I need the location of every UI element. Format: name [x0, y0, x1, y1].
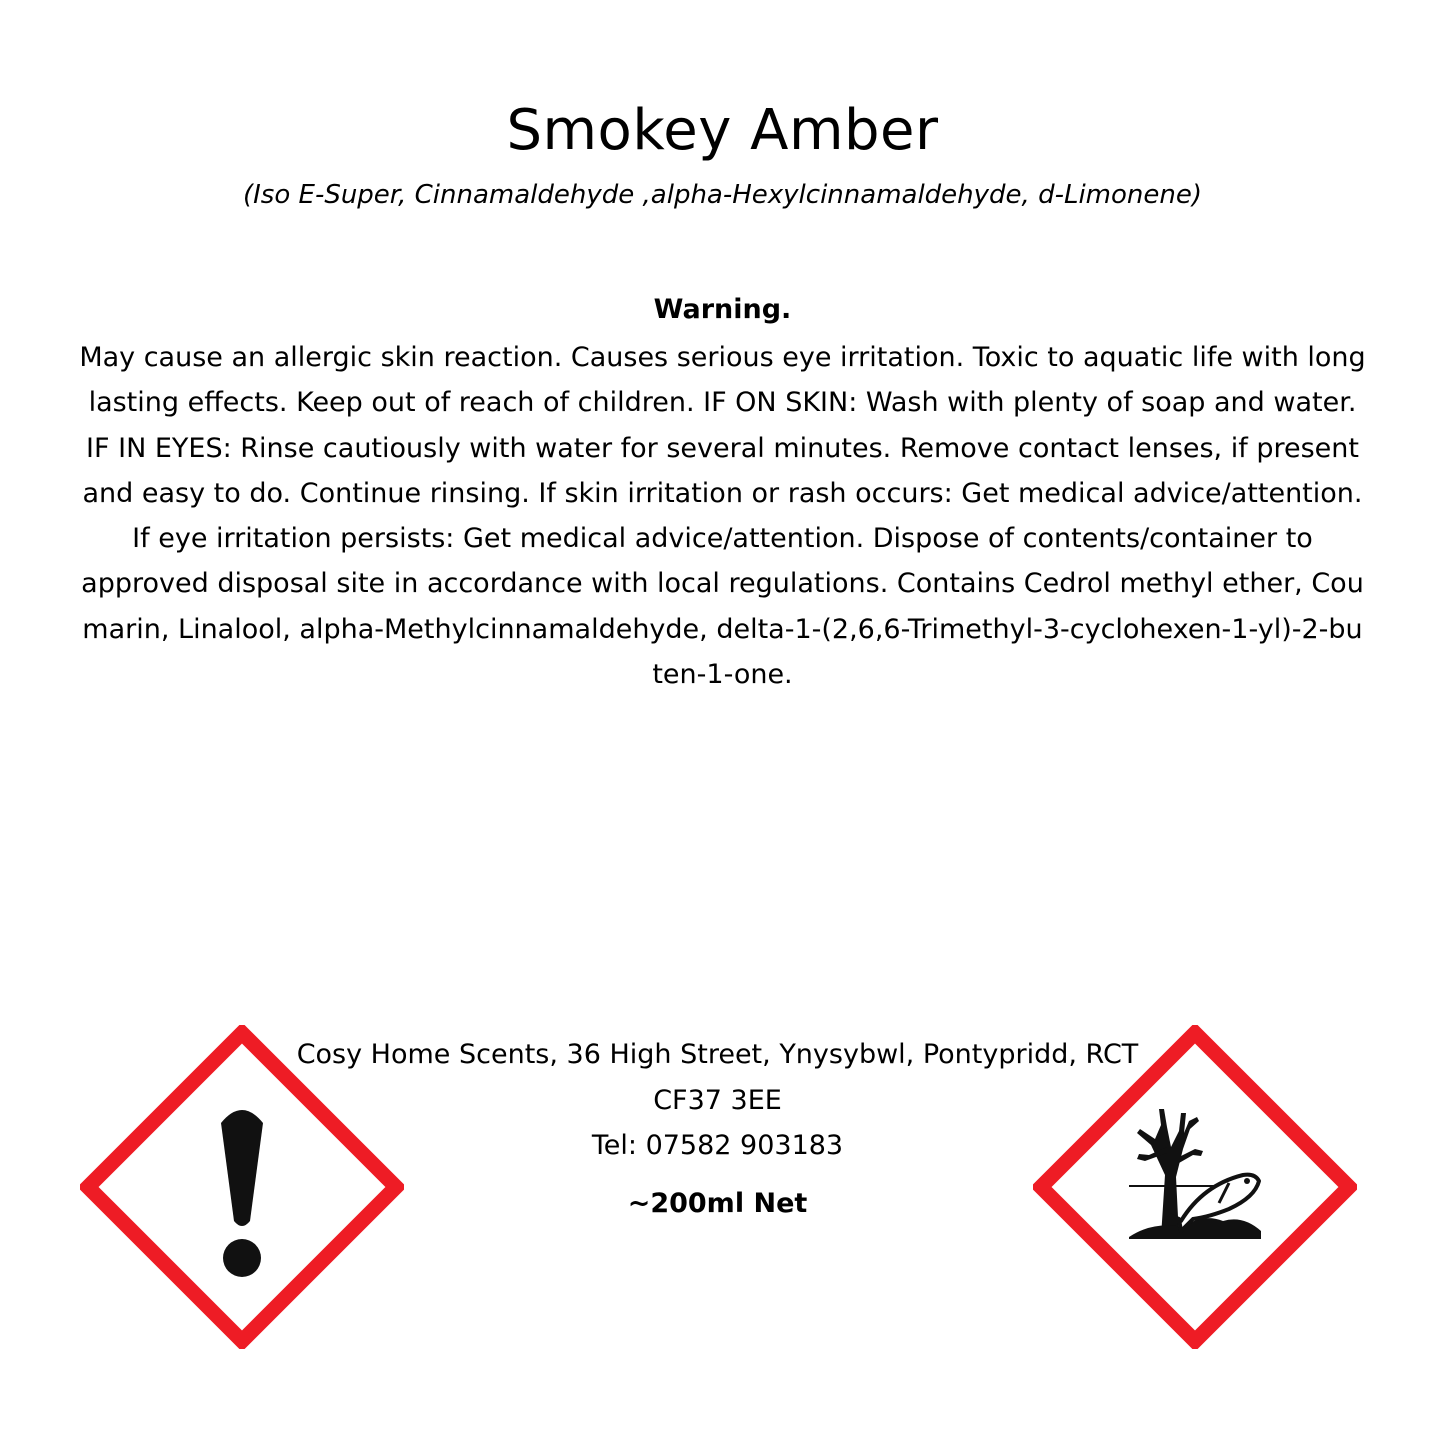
- warning-line: and easy to do. Continue rinsing. If skin irritation or rash occurs: Get medical advice/attention.: [82, 477, 1363, 509]
- phone-number: Tel: 07582 903183: [591, 1130, 844, 1161]
- warning-line: approved disposal site in accordance with local regulations. Contains Cedrol methyl ether, Cou: [81, 568, 1364, 600]
- environment-hazard-icon: [1033, 1025, 1357, 1349]
- warning-line: May cause an allergic skin reaction. Causes serious eye irritation. Toxic to aquatic life with long: [79, 342, 1366, 373]
- warning-line: ten-1-one.: [652, 659, 793, 691]
- warning-line: If eye irritation persists: Get medical advice/attention. Dispose of contents/container to: [132, 523, 1313, 555]
- allergen-list: (Iso E-Super, Cinnamaldehyde ,alpha-Hexylcinnamaldehyde, d-Limonene): [242, 180, 1202, 210]
- warning-line: IF IN EYES: Rinse cautiously with water for several minutes. Remove contact lenses, if present: [86, 432, 1359, 464]
- address-line: Cosy Home Scents, 36 High Street, Ynysybwl, Pontypridd, RCT: [296, 1039, 1139, 1070]
- product-title: Smokey Amber: [506, 98, 939, 163]
- supplier-address: [285, 1032, 1150, 1169]
- warning-line: marin, Linalool, alpha-Methylcinnamaldehyde, delta-1-(2,6,6-Trimethyl-3-cyclohexen-1-yl)-2-bu: [82, 613, 1363, 645]
- warning-heading: Warning.: [653, 294, 792, 325]
- net-quantity: ~200ml Net: [627, 1188, 808, 1219]
- postcode: CF37 3EE: [653, 1084, 782, 1116]
- warning-line: lasting effects. Keep out of reach of children. IF ON SKIN: Wash with plenty of soap and water.: [88, 387, 1357, 419]
- warning-text: [70, 335, 1375, 697]
